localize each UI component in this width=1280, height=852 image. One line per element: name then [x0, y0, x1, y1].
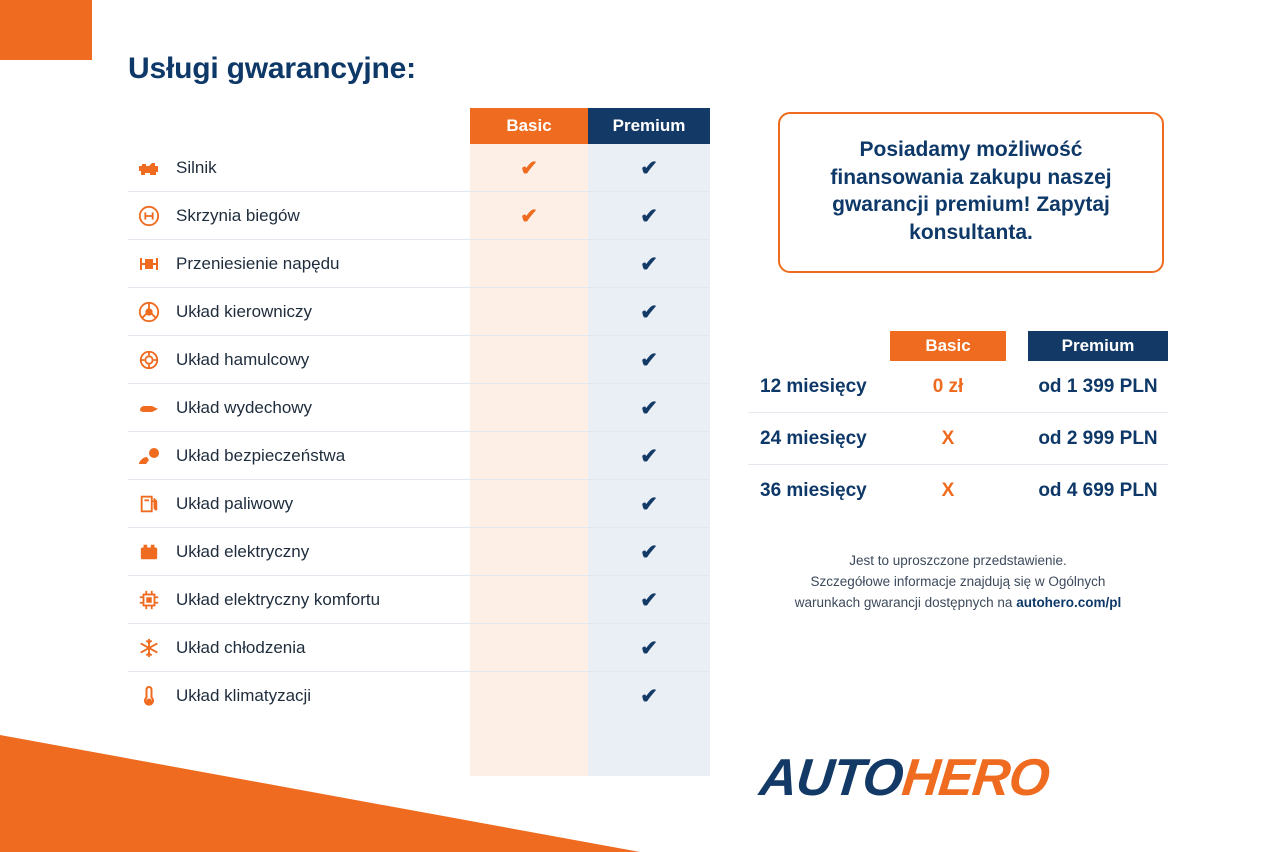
service-label: Przeniesienie napędu — [176, 253, 340, 273]
pricing-premium-value: od 1 399 PLN — [1038, 375, 1158, 397]
service-label: Układ bezpieczeństwa — [176, 445, 346, 465]
service-row — [128, 528, 710, 576]
service-row — [128, 432, 710, 480]
pricing-header-basic: Basic — [890, 331, 1006, 361]
service-basic-mark — [470, 672, 588, 720]
pricing-row — [748, 465, 1168, 517]
pricing-premium-value: od 2 999 PLN — [1038, 427, 1158, 449]
pricing-term: 12 miesięcy — [760, 375, 867, 397]
service-label: Układ paliwowy — [176, 493, 294, 513]
pricing-row — [748, 413, 1168, 465]
pricing-row — [748, 361, 1168, 413]
gearbox-icon — [128, 205, 170, 227]
disclaimer — [748, 551, 1168, 614]
pricing-term: 36 miesięcy — [760, 479, 867, 501]
pricing-term: 24 miesięcy — [760, 427, 867, 449]
disclaimer-line-1: Jest to uproszczone przedstawienie. — [849, 552, 1067, 568]
service-premium-mark: ✔ — [640, 684, 658, 708]
service-row — [128, 384, 710, 432]
service-label: Układ wydechowy — [176, 397, 313, 417]
service-row — [128, 336, 710, 384]
service-row — [128, 288, 710, 336]
service-premium-mark: ✔ — [640, 492, 658, 516]
service-premium-mark: ✔ — [640, 588, 658, 612]
service-label: Układ hamulcowy — [176, 349, 310, 369]
service-basic-mark: ✔ — [520, 156, 538, 180]
snowflake-icon — [128, 637, 170, 659]
service-basic-mark — [470, 480, 588, 528]
service-basic-mark — [470, 432, 588, 480]
service-label: Skrzynia biegów — [176, 205, 300, 225]
pricing-basic-value: X — [941, 427, 955, 449]
service-premium-mark: ✔ — [640, 204, 658, 228]
service-label: Układ elektryczny komfortu — [176, 589, 381, 609]
service-basic-mark — [470, 624, 588, 672]
steering-icon — [128, 301, 170, 323]
disclaimer-line-3-prefix: warunkach gwarancji dostępnych na — [794, 594, 1017, 610]
service-premium-mark: ✔ — [640, 444, 658, 468]
drivetrain-icon — [128, 254, 170, 274]
service-row — [128, 480, 710, 528]
pricing-premium-value: od 4 699 PLN — [1038, 479, 1158, 501]
engine-icon — [128, 158, 170, 178]
offer-panel — [748, 112, 1168, 614]
brake-icon — [128, 349, 170, 371]
disclaimer-line-2: Szczegółowe informacje znajdują się w Ogólnych — [810, 573, 1106, 589]
service-basic-mark — [470, 336, 588, 384]
disclaimer-line-3 — [748, 593, 1168, 614]
page-title: Usługi gwarancyjne: — [128, 52, 416, 85]
service-basic-mark — [470, 384, 588, 432]
service-basic-mark — [470, 528, 588, 576]
service-row — [128, 240, 710, 288]
service-premium-mark: ✔ — [640, 300, 658, 324]
service-label: Układ klimatyzacji — [176, 686, 312, 705]
thermometer-icon — [128, 684, 170, 708]
autohero-logo — [757, 748, 1052, 808]
service-premium-mark: ✔ — [640, 636, 658, 660]
autohero-link[interactable]: autohero.com/pl — [1016, 594, 1122, 610]
service-label: Układ chłodzenia — [176, 637, 306, 657]
services-header-premium: Premium — [588, 108, 710, 144]
exhaust-icon — [128, 399, 170, 417]
service-premium-mark: ✔ — [640, 252, 658, 276]
service-premium-mark: ✔ — [640, 156, 658, 180]
fuel-pump-icon — [128, 493, 170, 515]
services-rows — [128, 108, 710, 720]
service-row — [128, 624, 710, 672]
pricing-table — [748, 331, 1168, 517]
service-label: Układ kierowniczy — [176, 301, 313, 321]
services-table — [128, 108, 710, 720]
service-row — [128, 576, 710, 624]
service-label: Układ elektryczny — [176, 541, 310, 561]
pricing-basic-value: X — [941, 479, 955, 501]
logo-hero: HERO — [899, 749, 1052, 807]
decorative-corner-top-left — [0, 0, 92, 60]
service-row — [128, 144, 710, 192]
service-basic-mark — [470, 240, 588, 288]
service-premium-mark: ✔ — [640, 348, 658, 372]
service-premium-mark: ✔ — [640, 396, 658, 420]
pricing-basic-value: 0 zł — [932, 375, 964, 397]
service-basic-mark: ✔ — [520, 204, 538, 228]
pricing-header-premium: Premium — [1028, 331, 1168, 361]
pricing-header-row — [748, 331, 1168, 361]
service-basic-mark — [470, 576, 588, 624]
logo-auto: AUTO — [756, 749, 906, 807]
service-basic-mark — [470, 288, 588, 336]
services-header-basic: Basic — [470, 108, 588, 144]
service-row — [128, 672, 710, 720]
airbag-icon — [128, 446, 170, 466]
services-panel — [128, 52, 718, 720]
financing-promo-box: Posiadamy możliwość finansowania zakupu naszej gwarancji premium! Zapytaj konsultanta. — [778, 112, 1164, 273]
service-label: Silnik — [176, 157, 217, 177]
battery-icon — [128, 542, 170, 562]
service-row — [128, 192, 710, 240]
chip-icon — [128, 589, 170, 611]
service-premium-mark: ✔ — [640, 540, 658, 564]
